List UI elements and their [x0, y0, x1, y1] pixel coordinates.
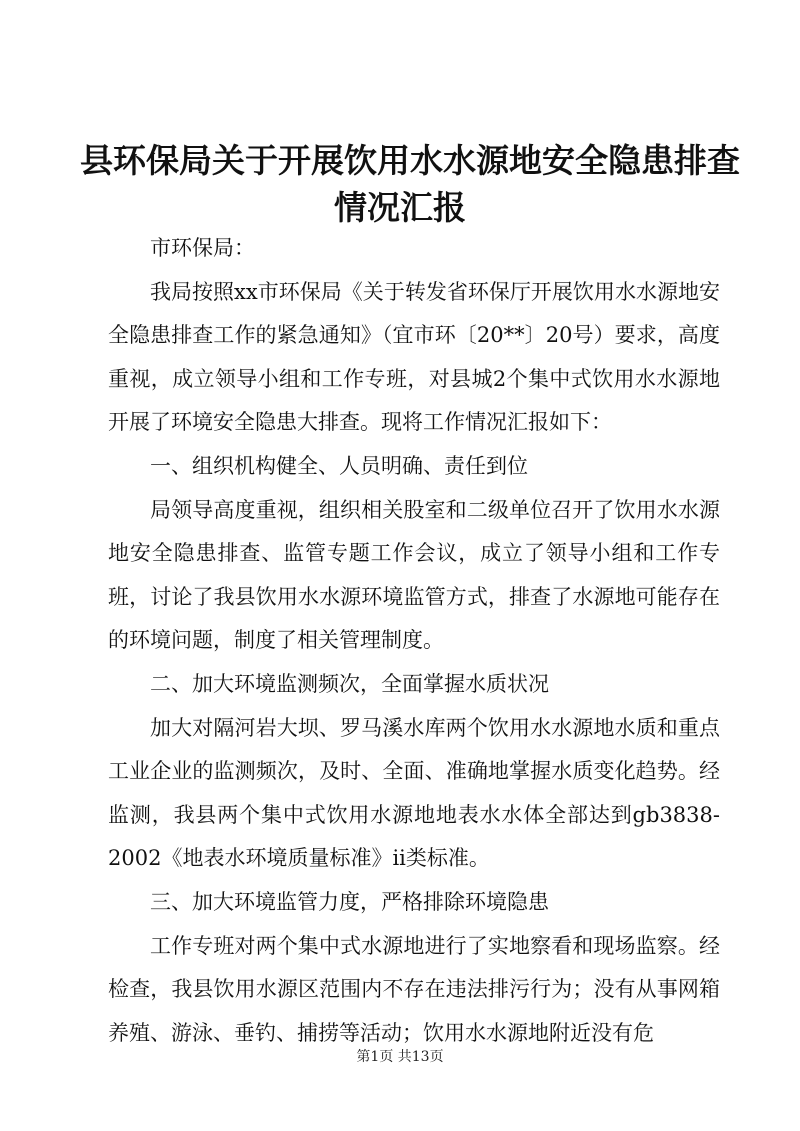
paragraph-intro: 我局按照xx市环保局《关于转发省环保厅开展饮用水水源地安全隐患排查工作的紧急通知》（宜市环〔20**〕20号）要求，高度重视，成立领导小组和工作专班，对县城2个集中式饮用水水源地开展了环境安全隐患大排查。现将工作情况汇报如下：: [108, 279, 720, 435]
document-title-line-2: 情况汇报: [334, 188, 466, 227]
document-title-line-1: 县环保局关于开展饮用水水源地安全隐患排查: [80, 141, 740, 180]
document-body: [108, 227, 720, 1055]
paragraph-section-1: 局领导高度重视，组织相关股室和二级单位召开了饮用水水源地安全隐患排查、监管专题工作会议，成立了领导小组和工作专班，讨论了我县饮用水水源环境监管方式，排查了水源地可能存在的环境问题，制度了相关管理制度。: [108, 497, 720, 653]
page-number-footer: 第1页 共13页: [356, 1049, 444, 1065]
salutation: 市环保局：: [150, 236, 255, 260]
section-heading-3: 三、加大环境监管力度，严格排除环境隐患: [150, 889, 549, 914]
section-heading-1: 一、组织机构健全、人员明确、责任到位: [150, 453, 528, 478]
paragraph-section-3: 工作专班对两个集中式水源地进行了实地察看和现场监察。经检查，我县饮用水源区范围内不存在违法排污行为；没有从事网箱养殖、游泳、垂钓、捕捞等活动；饮用水水源地附近没有危: [108, 933, 720, 1045]
section-heading-2: 二、加大环境监测频次，全面掌握水质状况: [150, 671, 549, 696]
paragraph-section-2: 加大对隔河岩大坝、罗马溪水库两个饮用水水源地水质和重点工业企业的监测频次，及时、全面、准确地掌握水质变化趋势。经监测，我县两个集中式饮用水源地地表水水体全部达到gb3838-2002《地表水环境质量标准》ii类标准。: [108, 715, 720, 871]
